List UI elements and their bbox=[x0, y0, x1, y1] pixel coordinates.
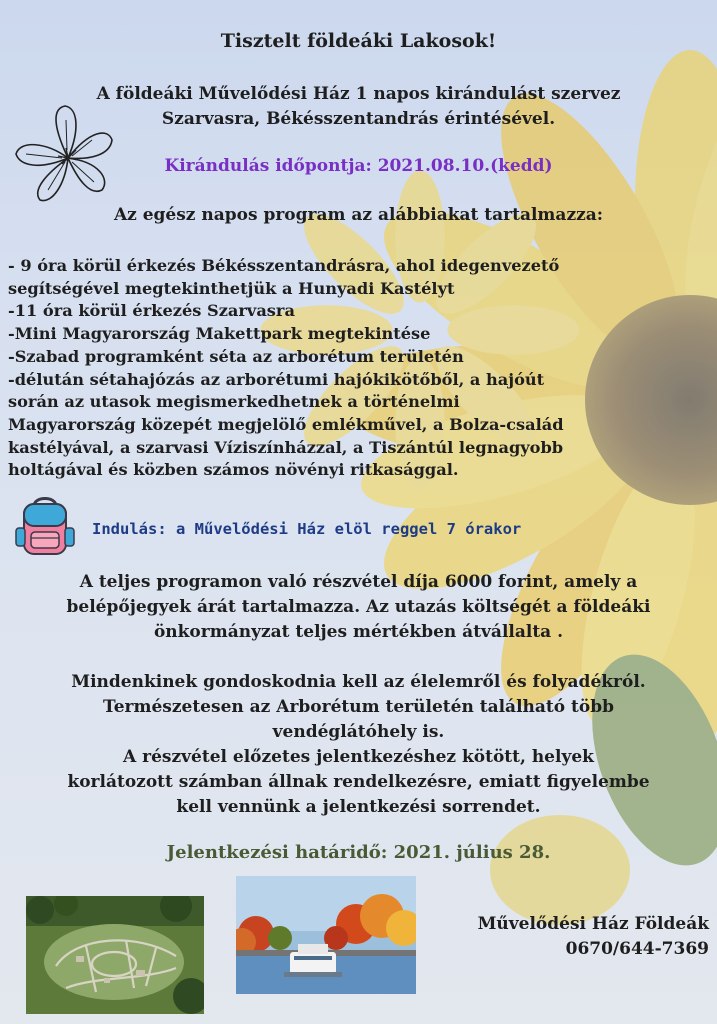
fee-line: A teljes programon való részvétel díja 6000 forint, amely a bbox=[79, 572, 638, 592]
program-line: segítségével megtekinthetjük a Hunyadi Kastélyt bbox=[8, 278, 455, 298]
program-line: -11 óra körül érkezés Szarvasra bbox=[8, 301, 295, 321]
trip-date: Kirándulás időpontja: 2021.08.10.(kedd) bbox=[164, 156, 553, 176]
program-list bbox=[8, 255, 708, 482]
boat-river-photo bbox=[236, 876, 416, 994]
contact-phone: 0670/644-7369 bbox=[565, 939, 709, 959]
contact-name: Művelődési Ház Földeák bbox=[477, 914, 709, 934]
intro-line: A földeáki Művelődési Ház 1 napos kirándulást szervez bbox=[96, 84, 621, 104]
contact-info bbox=[478, 912, 709, 962]
fee-line: belépőjegyek árát tartalmazza. Az utazás költségét a földeáki bbox=[66, 597, 651, 617]
registration-deadline: Jelentkezési határidő: 2021. július 28. bbox=[166, 842, 551, 863]
program-line: során az utasok megismerkedhetnek a történelmi bbox=[8, 392, 460, 412]
poster-title: Tisztelt földeáki Lakosok! bbox=[220, 30, 497, 52]
intro-line: Szarvasra, Békésszentandrás érintésével. bbox=[161, 109, 556, 129]
backpack-icon bbox=[14, 494, 76, 560]
care-line: vendéglátóhely is. bbox=[272, 722, 445, 742]
program-line: Magyarország közepét megjelölő emlékművel, a Bolza-család bbox=[8, 414, 564, 434]
program-line: kastélyával, a szarvasi Víziszínházzal, a Tiszántúl legnagyobb bbox=[8, 437, 564, 457]
aerial-park-photo bbox=[26, 896, 204, 1014]
program-line: -Szabad programként séta az arborétum területén bbox=[8, 346, 464, 366]
care-text bbox=[0, 670, 717, 820]
care-line: A részvétel előzetes jelentkezéshez kötött, helyek bbox=[123, 747, 594, 767]
program-line: -Mini Magyarország Makettpark megtekintése bbox=[8, 324, 431, 344]
fee-line: önkormányzat teljes mértékben átvállalta . bbox=[153, 622, 564, 642]
departure-info: Indulás: a Művelődési Ház elöl reggel 7 órakor bbox=[92, 520, 522, 538]
flower-outline-icon bbox=[10, 100, 120, 210]
program-line: -délután sétahajózás az arborétumi hajókikötőből, a hajóút bbox=[8, 369, 545, 389]
fee-text bbox=[0, 570, 717, 645]
program-line: - 9 óra körül érkezés Békésszentandrásra, ahol idegenvezető bbox=[8, 256, 560, 275]
care-line: Természetesen az Arborétum területén található több bbox=[103, 697, 614, 717]
care-line: korlátozott számban állnak rendelkezésre, emiatt figyelembe bbox=[67, 772, 650, 792]
program-line: holtágával és közben számos növényi ritkasággal. bbox=[8, 460, 459, 480]
care-line: kell vennünk a jelentkezési sorrendet. bbox=[176, 797, 541, 817]
program-intro: Az egész napos program az alábbiakat tartalmazza: bbox=[113, 205, 604, 225]
care-line: Mindenkinek gondoskodnia kell az élelemről és folyadékról. bbox=[71, 672, 646, 692]
